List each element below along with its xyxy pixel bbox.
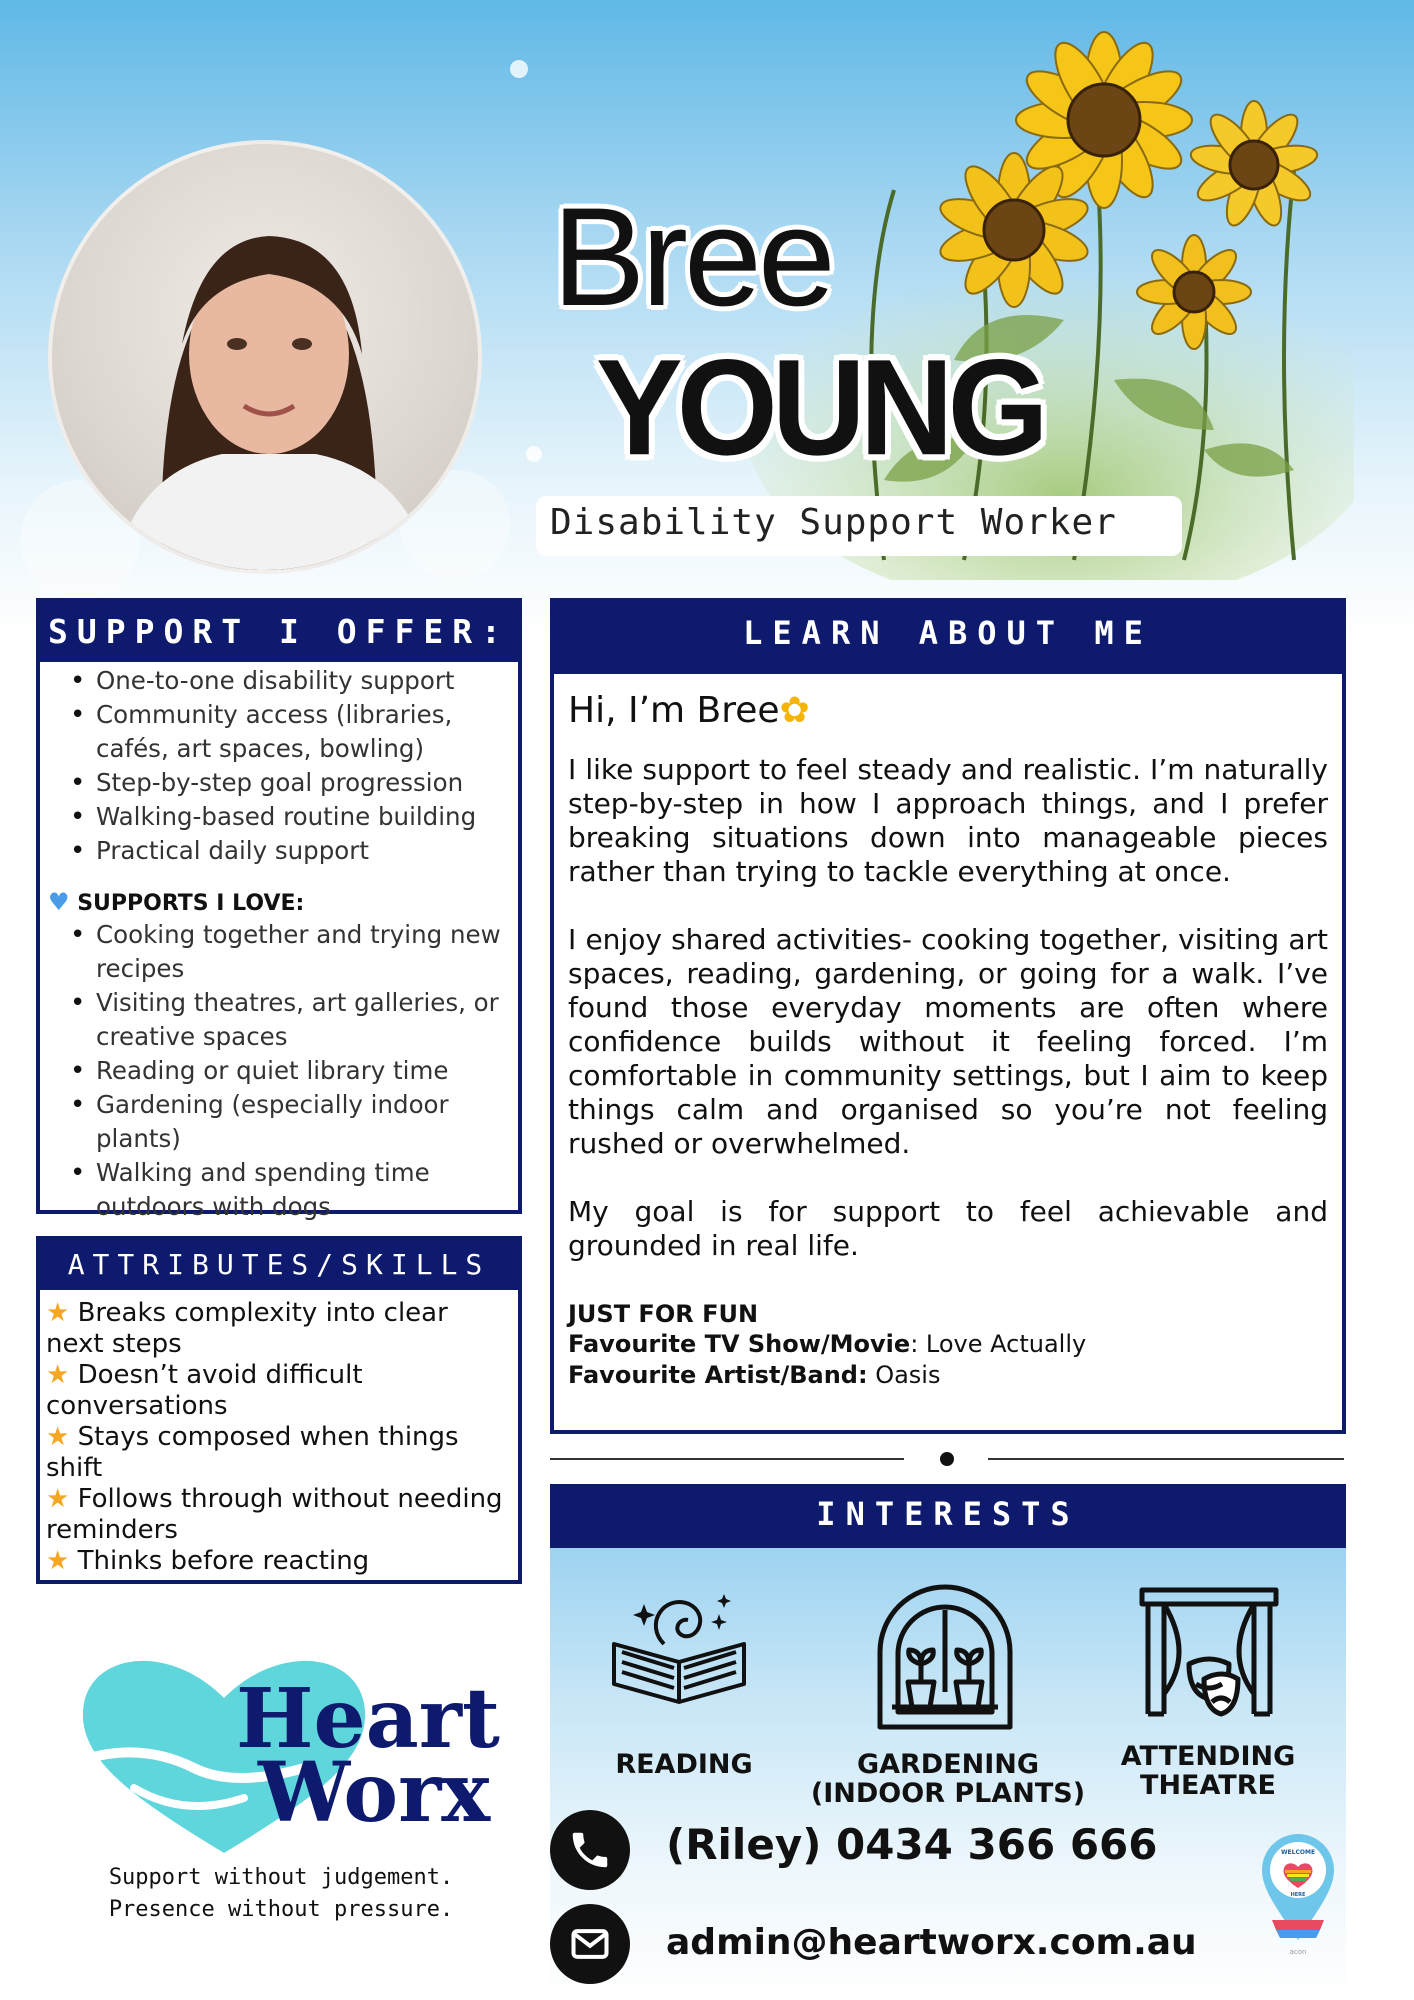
attribute-text: Follows through without needing reminders (46, 1484, 503, 1545)
phone-icon[interactable] (550, 1810, 630, 1890)
welcome-here-badge-icon (1258, 1830, 1338, 1960)
just-for-fun-heading: JUST FOR FUN (568, 1300, 759, 1328)
logo-word-worx: Worx (258, 1745, 491, 1841)
attribute-text: Stays composed when things shift (46, 1422, 459, 1483)
phone-number[interactable]: (Riley) 0434 366 666 (666, 1820, 1158, 1869)
learn-about-me-heading: LEARN ABOUT ME (554, 602, 1342, 674)
favourite-tv-label: Favourite TV Show/Movie (568, 1330, 911, 1358)
badge-org-text: acon (1289, 1948, 1307, 1956)
decor-bubble (526, 446, 542, 462)
list-item: • Gardening (especially indoor plants) (60, 1088, 508, 1156)
blue-heart-icon: ♥ (48, 888, 70, 916)
greeting (568, 690, 1328, 731)
supports-love-heading (40, 868, 518, 918)
list-item: • Community access (libraries, cafés, art spaces, bowling) (60, 698, 508, 766)
tagline-line-1: Support without judgement. (108, 1865, 454, 1890)
star-icon: ★ (46, 1298, 70, 1328)
profile-photo (48, 140, 482, 574)
attribute-item (40, 1360, 518, 1422)
sunflower-icon: ✿ (779, 690, 810, 731)
supports-love-list (40, 918, 518, 1224)
support-offer-heading: SUPPORT I OFFER: (40, 602, 518, 662)
interests-section (550, 1484, 1346, 2000)
star-icon: ★ (46, 1546, 70, 1576)
interest-label-gardening: GARDENING (INDOOR PLANTS) (810, 1749, 1086, 1809)
support-offer-section (36, 598, 522, 1221)
favourite-artist-value: Oasis (867, 1361, 941, 1389)
attribute-item (40, 1298, 518, 1360)
email-address[interactable]: admin@heartworx.com.au (666, 1922, 1197, 1963)
interests-heading: INTERESTS (550, 1484, 1346, 1548)
divider-line (550, 1458, 904, 1460)
greeting-text: Hi, I’m Bree (568, 690, 780, 731)
learn-about-me-section (550, 598, 1346, 1434)
attribute-text: Breaks complexity into clear next steps (46, 1298, 448, 1359)
favourite-tv-value: : Love Actually (910, 1330, 1087, 1358)
list-item: • Practical daily support (60, 834, 508, 868)
attribute-item (40, 1422, 518, 1484)
favourite-tv (568, 1329, 1328, 1360)
about-paragraph: My goal is for support to feel achievable and grounded in real life. (568, 1195, 1328, 1262)
attributes-heading: ATTRIBUTES/SKILLS (40, 1240, 518, 1290)
badge-here-text: HERE (1290, 1892, 1306, 1898)
favourite-artist-label: Favourite Artist/Band: (568, 1361, 868, 1389)
star-icon: ★ (46, 1422, 70, 1452)
theatre-masks-icon (1134, 1584, 1284, 1734)
supports-love-label: SUPPORTS I LOVE: (77, 891, 305, 916)
about-paragraph: I enjoy shared activities- cooking together, visiting art spaces, reading, gardening, or going for a walk. I’ve found those everyday moments are often where confidence builds without it feeling forced. I’m comfortable in community settings, but I aim to keep things calm and organised so you’re not feeling rushed or overwhelmed. (568, 923, 1328, 1160)
interest-label-theatre: ATTENDING THEATRE (1120, 1741, 1296, 1801)
attribute-text: Doesn’t avoid difficult conversations (46, 1360, 363, 1421)
list-item: • Step-by-step goal progression (60, 766, 508, 800)
divider-dot (940, 1452, 954, 1466)
interest-label-reading: READING (615, 1749, 753, 1780)
list-item: • Reading or quiet library time (60, 1054, 508, 1088)
list-item: • Walking-based routine building (60, 800, 508, 834)
book-icon (604, 1584, 754, 1734)
decor-bubble (510, 60, 528, 78)
attributes-section (36, 1236, 522, 1584)
sunflower-3 (1189, 101, 1320, 230)
list-item: • One-to-one disability support (60, 664, 508, 698)
badge-welcome-text: WELCOME (1280, 1849, 1316, 1856)
email-icon[interactable] (550, 1904, 630, 1984)
portrait-illustration (52, 144, 482, 574)
attribute-item (40, 1546, 518, 1577)
last-name: YOUNG (596, 330, 1043, 484)
about-paragraph: I like support to feel steady and realistic. I’m naturally step-by-step in how I approach things, and I prefer breaking situations down into manageable pieces rather than trying to tackle everything at once. (568, 753, 1328, 888)
favourite-artist (568, 1360, 1328, 1391)
list-item: • Cooking together and trying new recipes (60, 918, 508, 986)
role-title: Disability Support Worker (536, 496, 1182, 556)
tagline-line-2: Presence without pressure. (108, 1897, 454, 1922)
attribute-text: Thinks before reacting (77, 1546, 370, 1576)
list-item: • Visiting theatres, art galleries, or creative spaces (60, 986, 508, 1054)
sunflower-4 (1137, 235, 1251, 349)
logo-word-heart: Heart (236, 1671, 500, 1767)
support-offer-list (40, 662, 518, 868)
attribute-item (40, 1484, 518, 1546)
divider-line (988, 1458, 1344, 1460)
logo-tagline (86, 1862, 476, 1926)
star-icon: ★ (46, 1360, 70, 1390)
first-name: Bree (552, 178, 832, 335)
list-item: • Walking and spending time outdoors with dogs (60, 1156, 508, 1224)
star-icon: ★ (46, 1484, 70, 1514)
window-plants-icon (870, 1582, 1020, 1732)
